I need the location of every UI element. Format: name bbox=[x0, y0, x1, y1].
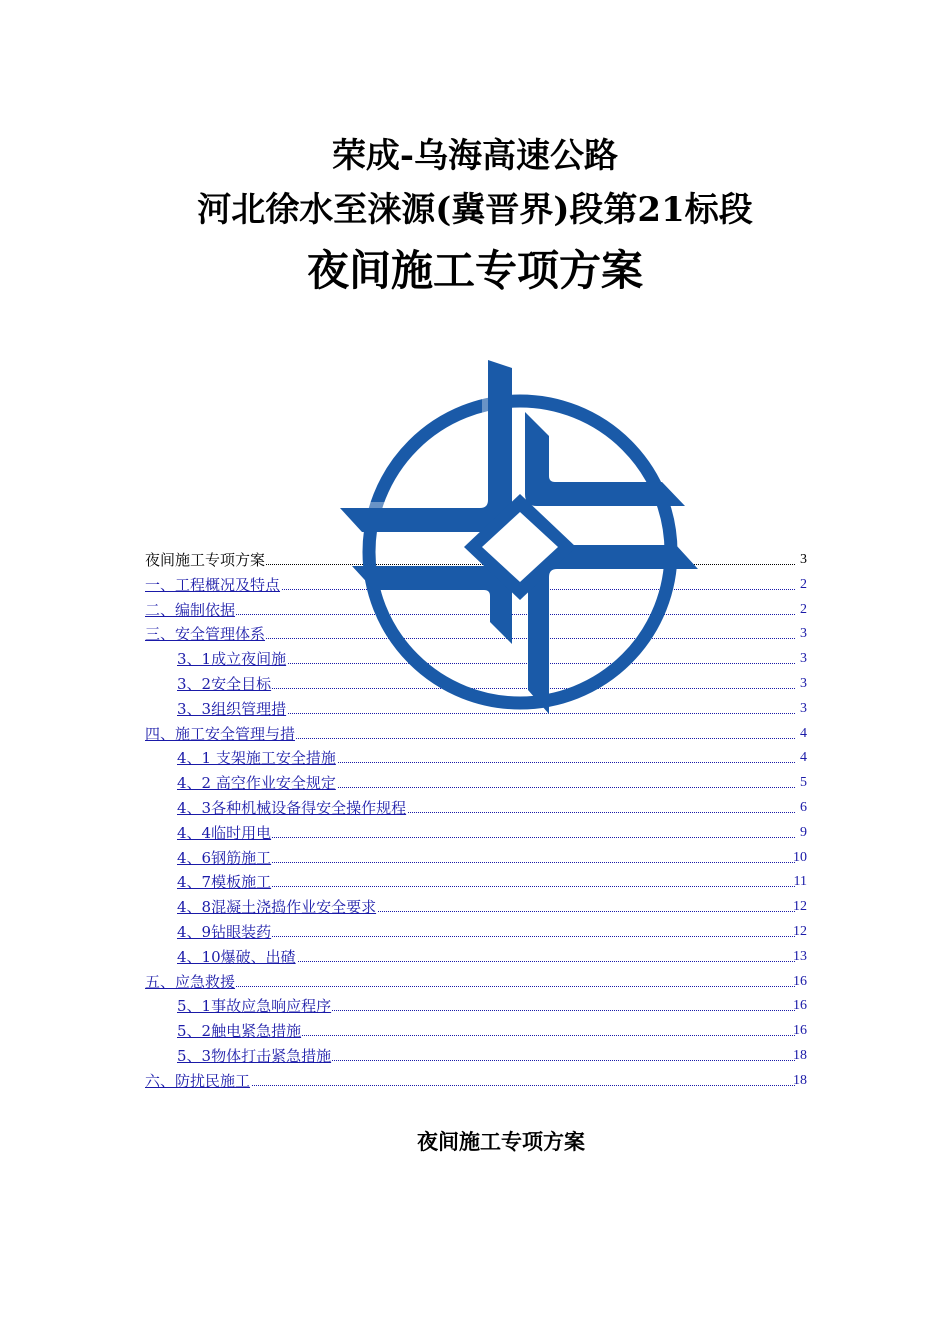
toc-entry-link[interactable] bbox=[145, 723, 807, 745]
toc-page-number: 2 bbox=[800, 601, 807, 617]
toc-page-number: 2 bbox=[800, 576, 807, 592]
toc-entry-link[interactable] bbox=[145, 946, 807, 968]
toc-entry-label: 4、1 支架施工安全措施 bbox=[177, 749, 336, 768]
toc-entry-label: 5、1事故应急响应程序 bbox=[177, 997, 332, 1016]
toc-page-number: 4 bbox=[800, 725, 807, 741]
toc-entry-label: 4、10爆破、出碴 bbox=[177, 947, 296, 966]
toc-leader-dots bbox=[181, 862, 795, 863]
toc-page-number: 12 bbox=[793, 924, 807, 939]
toc-entry-link[interactable] bbox=[145, 1020, 807, 1042]
toc-page-number: 12 bbox=[793, 899, 807, 915]
toc-page-number: 10 bbox=[793, 849, 807, 865]
toc-page-number: 3 bbox=[800, 651, 807, 667]
toc-page-number: 6 bbox=[800, 800, 807, 815]
toc-entry-label: 二、编制依据 bbox=[145, 600, 236, 619]
cover-title-plan: 夜间施工专项方案 bbox=[306, 246, 643, 295]
cover-title-project: 荣成-乌海高速公路 bbox=[331, 136, 619, 176]
toc-page-number: 11 bbox=[793, 874, 807, 890]
toc-page-number: 18 bbox=[793, 1048, 807, 1063]
toc-leader-dots bbox=[181, 936, 795, 937]
toc-entry-link[interactable] bbox=[145, 772, 807, 794]
toc-leader-dots bbox=[181, 886, 795, 887]
toc-entry-link[interactable] bbox=[145, 896, 807, 918]
toc-entry-link[interactable] bbox=[145, 995, 807, 1017]
toc-page-number: 4 bbox=[800, 750, 807, 766]
china-communications-construction-logo bbox=[340, 342, 700, 718]
toc-entry-label: 5、2触电紧急措施 bbox=[177, 1022, 302, 1041]
toc-entry-link[interactable] bbox=[145, 847, 807, 869]
toc-entry-link[interactable] bbox=[145, 822, 807, 844]
toc-entry-label: 4、8混凝土浇捣作业安全要求 bbox=[177, 898, 377, 917]
toc-entry-label: 5、3物体打击紧急措施 bbox=[177, 1047, 332, 1065]
toc-entry-label: 六、防扰民施工 bbox=[145, 1071, 251, 1090]
toc-page-number: 16 bbox=[793, 1023, 807, 1039]
toc-entry-link[interactable] bbox=[145, 797, 807, 819]
toc-page-number: 13 bbox=[793, 948, 807, 964]
toc-page-number: 3 bbox=[800, 700, 807, 716]
toc-page-number: 3 bbox=[800, 626, 807, 642]
toc-entry-label: 4、9钻眼装药 bbox=[177, 923, 272, 941]
cover-title-section: 河北徐水至涞源(冀晋界)段第21标段 bbox=[197, 190, 753, 230]
toc-entry-label: 四、施工安全管理与措 bbox=[145, 724, 296, 743]
toc-page-number: 3 bbox=[800, 676, 807, 691]
toc-entry-link[interactable] bbox=[145, 871, 807, 893]
toc-entry-link[interactable] bbox=[145, 921, 807, 943]
toc-entry-label: 4、7模板施工 bbox=[177, 873, 272, 892]
toc-leader-dots bbox=[181, 837, 795, 838]
toc-leader-dots bbox=[149, 986, 795, 987]
toc-entry-label: 4、6钢筋施工 bbox=[177, 848, 272, 867]
toc-entry-label: 3、1成立夜间施 bbox=[177, 650, 287, 669]
toc-page-number: 16 bbox=[793, 998, 807, 1014]
toc-entry-label: 4、2 高空作业安全规定 bbox=[177, 774, 336, 793]
toc-entry-label: 夜间施工专项方案 bbox=[145, 551, 266, 569]
toc-entry-link[interactable] bbox=[145, 971, 807, 993]
toc-page-number: 18 bbox=[793, 1072, 807, 1088]
toc-page-number: 5 bbox=[800, 775, 807, 791]
toc-entry-label: 4、4临时用电 bbox=[177, 823, 272, 842]
section-heading: 夜间施工专项方案 bbox=[417, 1129, 585, 1154]
toc-entry-link[interactable] bbox=[145, 747, 807, 769]
toc-entry-label: 3、2安全目标 bbox=[177, 675, 272, 693]
toc-entry-label: 3、3组织管理措 bbox=[177, 699, 287, 718]
toc-entry-link[interactable] bbox=[145, 1070, 807, 1092]
toc-page-number: 9 bbox=[800, 824, 807, 840]
toc-entry-label: 五、应急救援 bbox=[145, 972, 236, 991]
toc-entry-label: 4、3各种机械设备得安全操作规程 bbox=[177, 799, 407, 817]
toc-entry-label: 一、工程概况及特点 bbox=[145, 575, 281, 594]
toc-page-number: 16 bbox=[793, 973, 807, 989]
toc-page-number: 3 bbox=[800, 552, 807, 567]
toc-entry-label: 三、安全管理体系 bbox=[145, 625, 266, 644]
toc-entry-link[interactable] bbox=[145, 1045, 807, 1067]
